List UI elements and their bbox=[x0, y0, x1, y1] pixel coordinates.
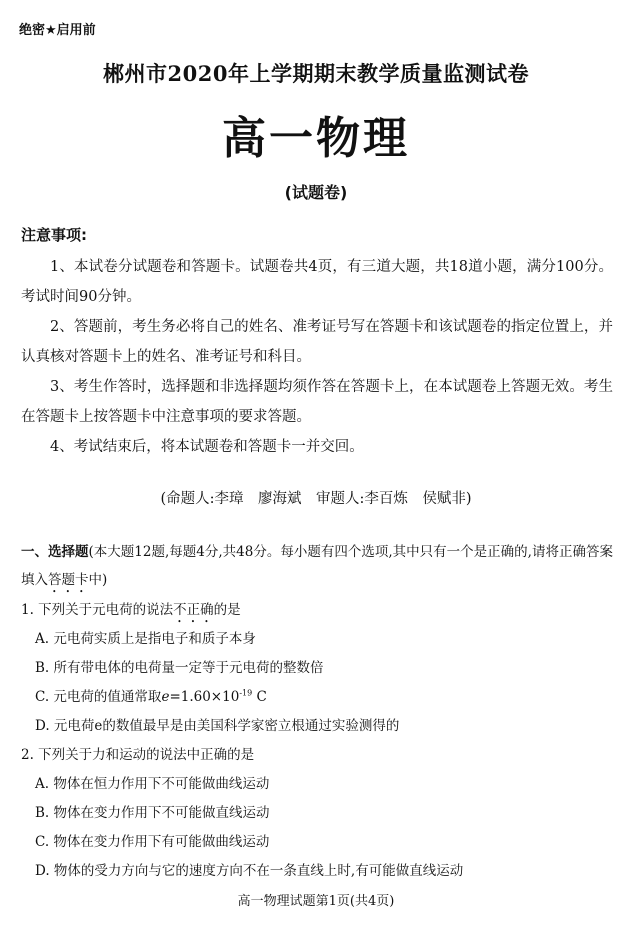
page-footer: 高一物理试题第1页(共4页) bbox=[237, 894, 395, 909]
section-heading: 一、选择题 bbox=[21, 544, 89, 560]
q2-option-c: C. 物体在变力作用下有可能做曲线运动 bbox=[35, 834, 270, 850]
notice-item: 3、考生作答时，选择题和非选择题均须作答在答题卡上，在本试题卷上答题无效。考生在答题卡上按答题卡中注意事项的要求答题。 bbox=[21, 379, 613, 425]
section-desc-end: 中) bbox=[88, 572, 108, 588]
q1-stem-end: 的是 bbox=[213, 602, 241, 618]
q1-stem-text: 1. 下列关于元电荷的说法 bbox=[21, 602, 174, 618]
notice-item: 1、本试卷分试题卷和答题卡。试题卷共4页，有三道大题，共18道小题，满分100分。考试时间90分钟。 bbox=[21, 259, 613, 305]
notice-heading: 注意事项: bbox=[21, 226, 87, 244]
authors-line: (命题人:李璋 廖海斌 审题人:李百炼 侯赋非) bbox=[160, 491, 472, 507]
q1-option-c-var: e bbox=[161, 689, 170, 705]
q2-option-a: A. 物体在恒力作用下不可能做曲线运动 bbox=[35, 776, 270, 792]
section-desc: (本大题12题,每题4分,共48分。每小题有四个选项,其中只有一个是正确的,请将正确答案填入 bbox=[21, 544, 613, 588]
q1-stem-emphasis: 不正确 bbox=[173, 602, 214, 618]
question-2-stem: 2. 下列关于力和运动的说法中正确的是 bbox=[21, 747, 255, 763]
q1-option-c bbox=[35, 685, 267, 705]
q1-option-b: B. 所有带电体的电荷量一定等于元电荷的整数倍 bbox=[35, 660, 324, 676]
q2-option-d: D. 物体的受力方向与它的速度方向不在一条直线上时,有可能做直线运动 bbox=[35, 863, 464, 879]
paper-type-label: (试题卷) bbox=[284, 183, 348, 202]
confidential-mark: 绝密★启用前 bbox=[19, 23, 96, 38]
notice-list bbox=[21, 252, 613, 462]
q1-option-c-text: C. 元电荷的值通常取 bbox=[35, 689, 162, 705]
section-intro bbox=[21, 538, 613, 596]
subject-title: 高一物理 bbox=[222, 113, 410, 164]
q1-option-c-value: =1.60×10 bbox=[169, 689, 240, 705]
q1-option-c-exponent: -19 bbox=[239, 688, 253, 698]
section-desc-emphasis: 答题卡 bbox=[48, 572, 89, 588]
notice-item: 2、答题前，考生务必将自己的姓名、准考证号写在答题卡和该试题卷的指定位置上，并认真核对答题卡上的姓名、准考证号和科目。 bbox=[21, 319, 613, 365]
q1-option-c-unit: C bbox=[252, 689, 267, 705]
exam-title: 郴州市2020年上学期期末教学质量监测试卷 bbox=[103, 61, 529, 86]
q1-option-a: A. 元电荷实质上是指电子和质子本身 bbox=[35, 631, 256, 647]
q1-option-d: D. 元电荷e的数值最早是由美国科学家密立根通过实验测得的 bbox=[35, 718, 400, 734]
q2-option-b: B. 物体在变力作用下不可能做直线运动 bbox=[35, 805, 270, 821]
notice-item: 4、考试结束后，将本试题卷和答题卡一并交回。 bbox=[50, 439, 364, 455]
question-1-stem bbox=[21, 598, 241, 626]
